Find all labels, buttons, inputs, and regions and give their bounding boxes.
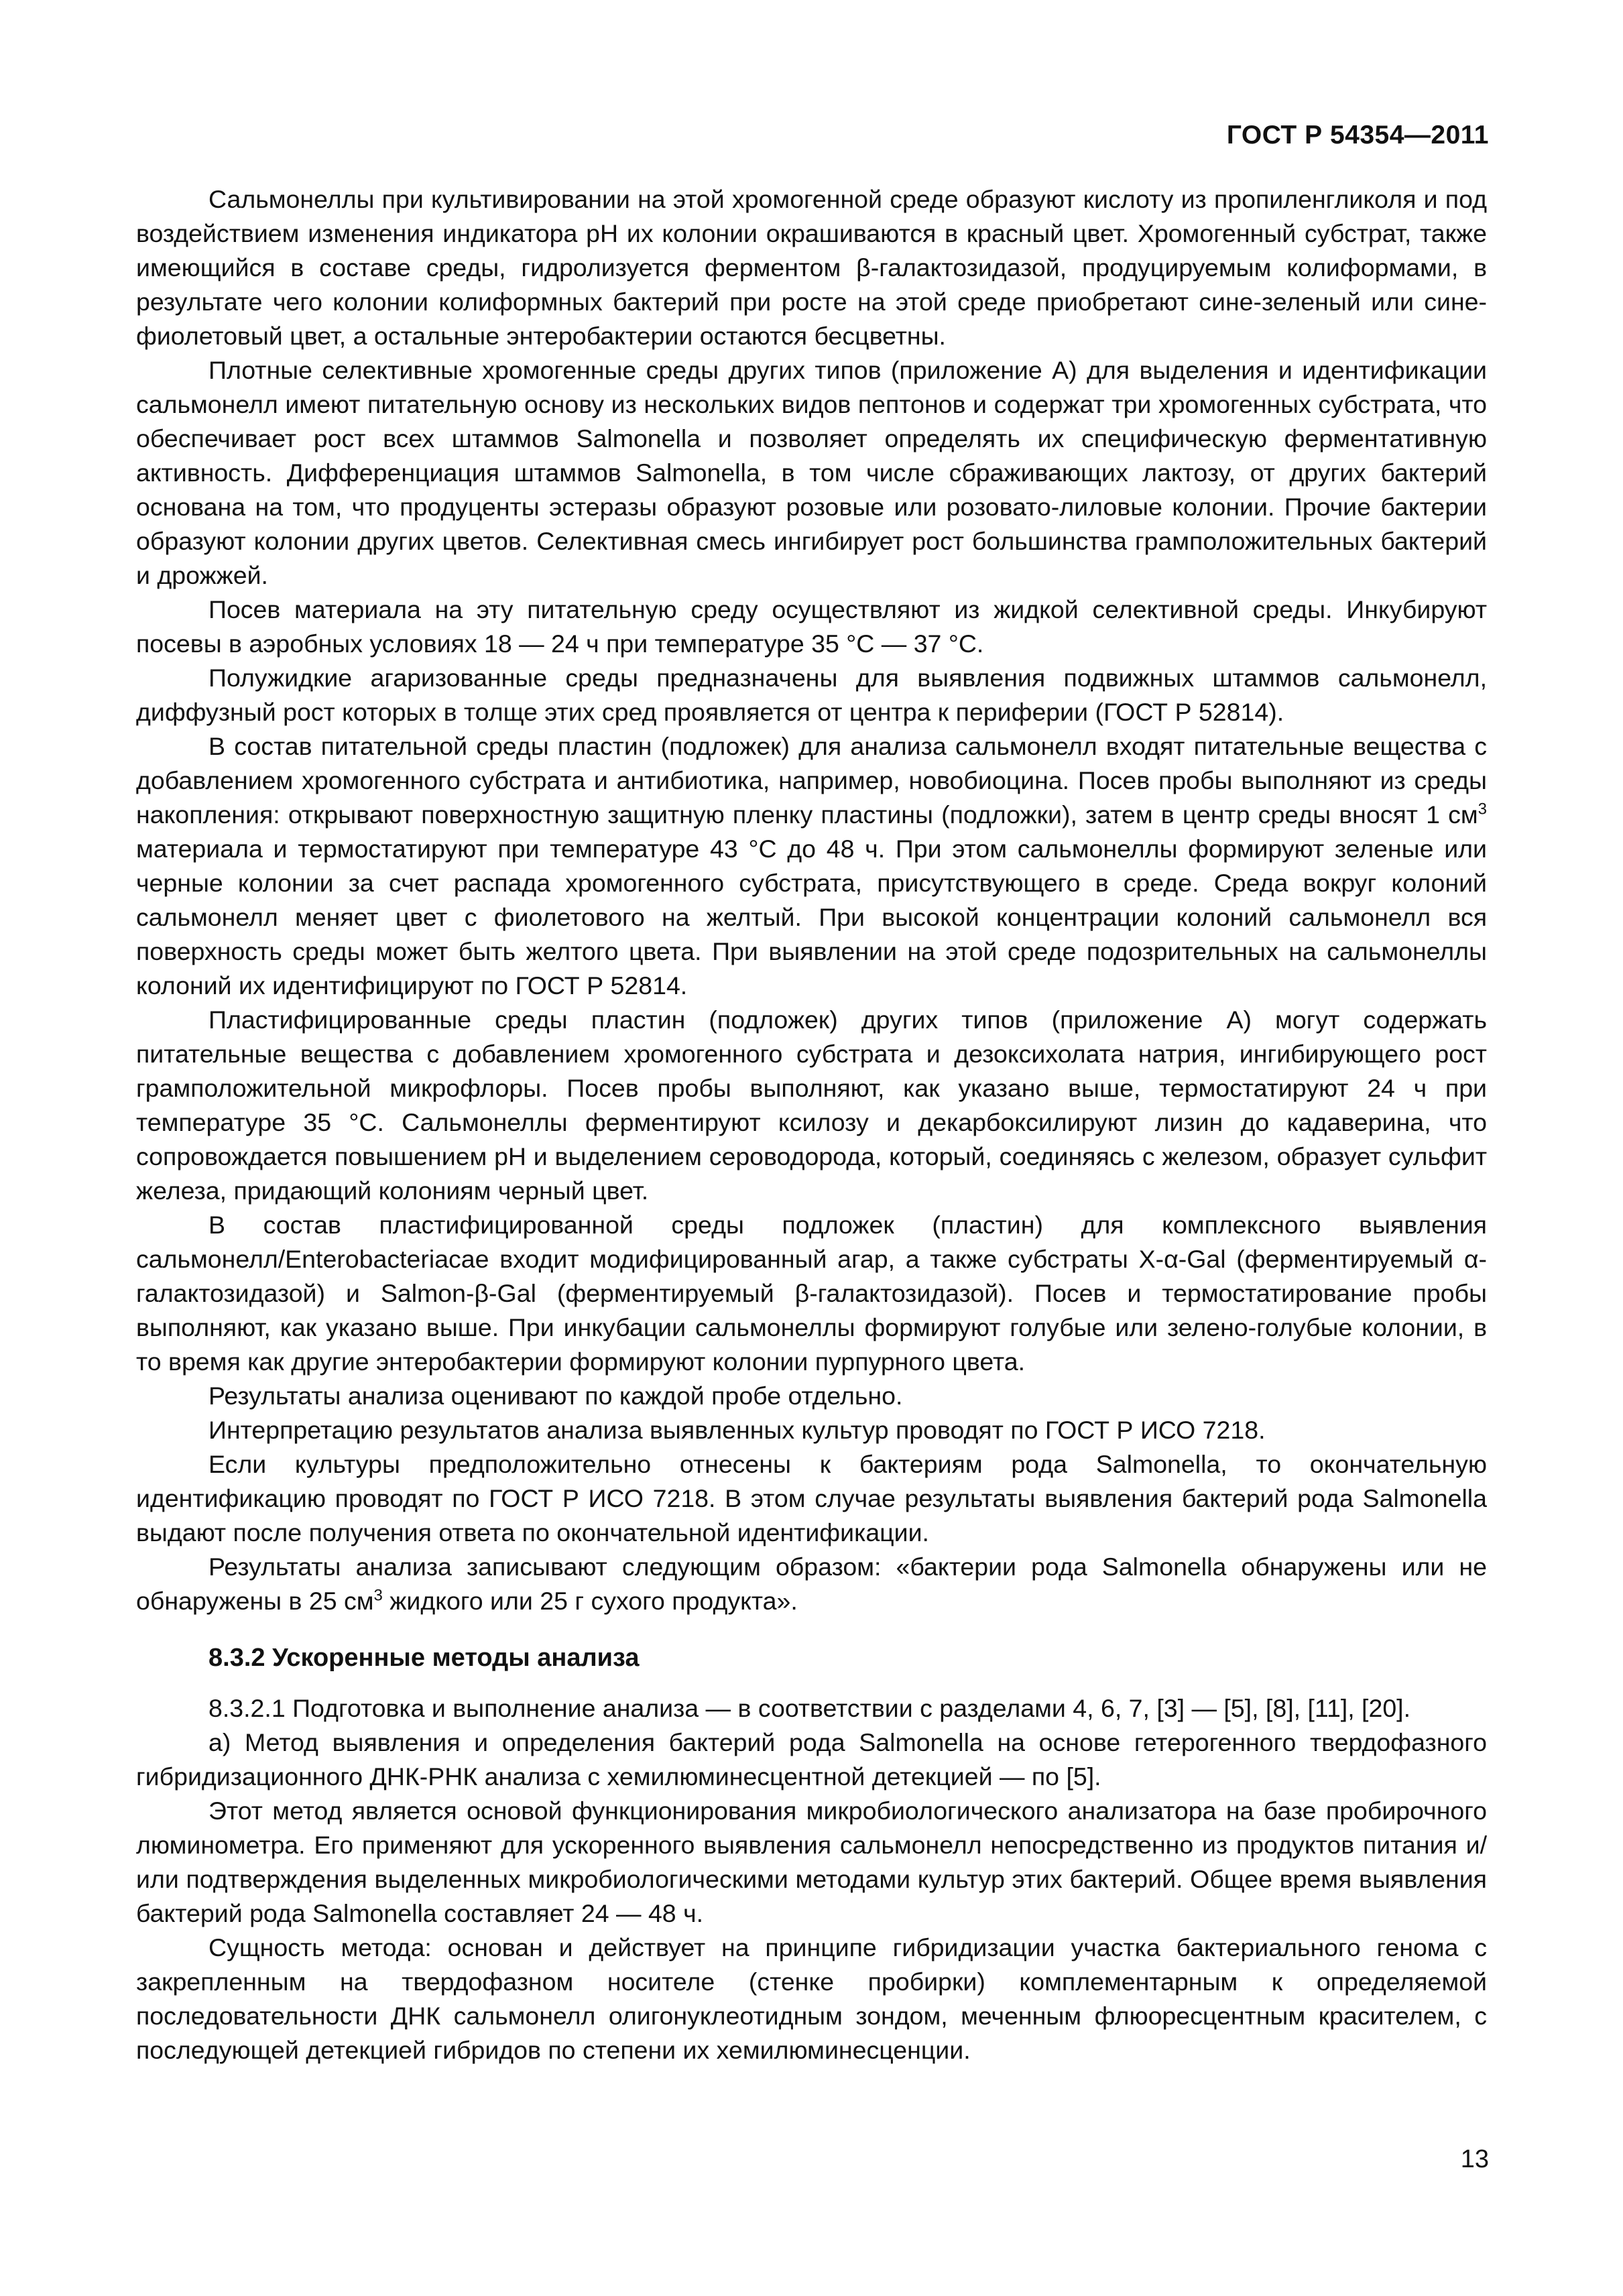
paragraph: Интерпретацию результатов анализа выявленных культур проводят по ГОСТ Р ИСО 7218. — [208, 1416, 1266, 1444]
paragraph: Посев материала на эту питательную среду осуществляют из жидкой селективной среды. Инкубируют посевы в аэробных условиях 18 — 24 ч при температуре 35 °С — 37 °С. — [136, 595, 1487, 658]
paragraph: Если культуры предположительно отнесены к бактериям рода Salmonella, то окончательную идентификацию проводят по ГОСТ Р ИСО 7218. В этом случае результаты выявления бактерий рода Salmonella выдают после получения ответа по окончательной идентификации. — [136, 1450, 1487, 1547]
paragraph: Этот метод является основой функционирования микробиологического анализатора на базе пробирочного люминометра. Его применяют для ускоренного выявления сальмонелл непосредственно из продуктов питания и/или подтверждения выделенных микробиологическими методами культур этих бактерий. Общее время выявления бактерий рода Salmonella составляет 24 — 48 ч. — [136, 1797, 1487, 1927]
page-number: 13 — [1460, 2145, 1489, 2173]
paragraph — [136, 1550, 1487, 1618]
paragraph: Плотные селективные хромогенные среды других типов (приложение А) для выделения и идентификации сальмонелл имеют питательную основу из нескольких видов пептонов и содержат три хромогенных субстрата, что обеспечивает рост всех штаммов Salmonella и позволяет определять их специфическую ферментативную активность. Дифференциация штаммов Salmonella, в том числе сбраживающих лактозу, от других бактерий основана на том, что продуценты эстеразы образуют розовые или розовато-лиловые колонии. Прочие бактерии образуют колонии других цветов. Селективная смесь ингибирует рост большинства грамположительных бактерий и дрожжей. — [136, 356, 1487, 589]
paragraph-text: материала и термостатируют при температуре 43 °С до 48 ч. При этом сальмонеллы формируют зеленые или черные колонии за счет распада хромогенного субстрата, присутствующего в среде. Среда вокруг колоний сальмонелл меняет цвет с фиолетового на желтый. При высокой концентрации колоний сальмонелл вся поверхность среды может быть желтого цвета. При выявлении на этой среде подозрительных на сальмонеллы колоний их идентифицируют по ГОСТ Р 52814. — [136, 835, 1487, 1000]
paragraph: Пластифицированные среды пластин (подложек) других типов (приложение А) могут содержать питательные вещества с добавлением хромогенного субстрата и дезоксихолата натрия, ингибирующего рост грамположительной микрофлоры. Посев пробы выполняют, как указано выше, термостатируют 24 ч при температуре 35 °С. Сальмонеллы ферментируют ксилозу и декарбоксилируют лизин до кадаверина, что сопровождается повышением pH и выделением сероводорода, который, соединяясь с железом, образует сульфит железа, придающий колониям черный цвет. — [136, 1006, 1487, 1205]
paragraph: 8.3.2.1 Подготовка и выполнение анализа — в соответствии с разделами 4, 6, 7, [3] — [5], [8], [11], [20]. — [208, 1694, 1411, 1722]
paragraph: Сущность метода: основан и действует на принципе гибридизации участка бактериального генома с закрепленным на твердофазном носителе (стенке пробирки) комплементарным к определяемой последовательности ДНК сальмонелл олигонуклеотидным зондом, меченным флюоресцентным красителем, с последующей детекцией гибридов по степени их хемилюминесценции. — [136, 1933, 1487, 2064]
paragraph — [136, 729, 1487, 1003]
paragraph: Результаты анализа оценивают по каждой пробе отдельно. — [208, 1382, 903, 1410]
paragraph: Сальмонеллы при культивировании на этой хромогенной среде образуют кислоту из пропиленгликоля и под воздействием изменения индикатора pH их колонии окрашиваются в красный цвет. Хромогенный субстрат, также имеющийся в составе среды, гидролизуется ферментом β-галактозидазой, продуцируемым колиформами, в результате чего колонии колиформных бактерий при росте на этой среде приобретают сине-зеленый или сине-фиолетовый цвет, а остальные энтеробактерии остаются бесцветны. — [136, 185, 1487, 350]
section-heading: 8.3.2 Ускоренные методы анализа — [208, 1644, 640, 1672]
paragraph: В состав пластифицированной среды подложек (пластин) для комплексного выявления сальмонелл/Enterobacteriacae входит модифицированный агар, а также субстраты X-α-Gal (ферментируемый α-галактозидазой) и Salmon-β-Gal (ферментируемый β-галактозидазой). Посев и термостатирование пробы выполняют, как указано выше. При инкубации сальмонеллы формируют голубые или зелено-голубые колонии, в то время как другие энтеробактерии формируют колонии пурпурного цвета. — [136, 1211, 1487, 1376]
paragraph: а) Метод выявления и определения бактерий рода Salmonella на основе гетерогенного твердофазного гибридизационного ДНК-РНК анализа с хемилюминесцентной детекцией — по [5]. — [136, 1728, 1487, 1791]
document-body — [136, 182, 1487, 2067]
paragraph-text: В состав питательной среды пластин (подложек) для анализа сальмонелл входят питательные вещества с добавлением хромогенного субстрата и антибиотика, например, новобиоцина. Посев пробы выполняют из среды накопления: открывают поверхностную защитную пленку пластины (подложки), затем в центр среды вносят 1 см — [136, 732, 1487, 829]
document-code-header: ГОСТ Р 54354—2011 — [1226, 121, 1489, 149]
paragraph: Полужидкие агаризованные среды предназначены для выявления подвижных штаммов сальмонелл, диффузный рост которых в толще этих сред проявляется от центра к периферии (ГОСТ Р 52814). — [136, 664, 1487, 726]
paragraph-text: жидкого или 25 г сухого продукта». — [382, 1587, 798, 1615]
paragraph-text: Результаты анализа записывают следующим образом: «бактерии рода Salmonella обнаружены или не обнаружены в 25 см — [136, 1553, 1487, 1615]
superscript: 3 — [373, 1586, 383, 1605]
superscript: 3 — [1478, 800, 1487, 819]
